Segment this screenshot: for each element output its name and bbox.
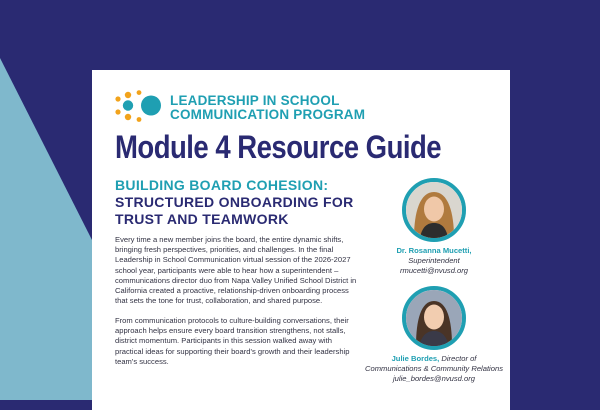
superintendent-email: rmucetti@nvusd.org [399, 266, 469, 275]
session-title-line-3: TRUST AND TEAMWORK [115, 211, 289, 227]
communications-director-email: julie_bordes@nvusd.org [392, 374, 475, 383]
approach-paragraph: From communication protocols to culture-building conversations, their approach helps ensure every board transition strengthens, not stalls, district momentum. Participants in this session walked away with practical ideas for supporting their board's growth and their leadership team's success. [115, 316, 350, 366]
session-title-line-2: STRUCTURED ONBOARDING FOR [115, 194, 354, 210]
dots-logo-icon [115, 90, 163, 122]
program-name [170, 94, 470, 122]
communications-director-caption [364, 354, 504, 384]
program-name-line-1: LEADERSHIP IN SCHOOL [170, 93, 340, 108]
communications-director-role-line-2: Communications & Community Relations [364, 364, 503, 373]
portrait-icon [406, 182, 462, 238]
session-title [115, 177, 355, 228]
program-name-line-2: COMMUNICATION PROGRAM [170, 107, 366, 122]
communications-director-profile [364, 286, 504, 384]
superintendent-caption [364, 246, 504, 276]
communications-director-role-line-1: Director of [441, 354, 477, 363]
module-title: Module 4 Resource Guide [115, 129, 442, 165]
superintendent-profile [364, 178, 504, 276]
superintendent-name: Dr. Rosanna Mucetti, [396, 246, 472, 255]
superintendent-photo [402, 178, 466, 242]
communications-director-name: Julie Bordes, [391, 354, 440, 363]
portrait-icon [406, 290, 462, 346]
communications-director-photo [402, 286, 466, 350]
session-title-line-1: BUILDING BOARD COHESION: [115, 177, 329, 193]
superintendent-role: Superintendent [408, 256, 460, 265]
intro-paragraph: Every time a new member joins the board, the entire dynamic shifts, bringing fresh perspectives, priorities, and challenges. In the final Leadership in School Communication virtual session of the 2026-2027 school year, participants were able to hear how a superintendent – communications director duo from Napa Valley Unified School District in California created a proactive, relationship-driven onboarding process that sets the tone for trust, collaboration, and shared purpose. [115, 235, 357, 306]
resource-guide-page [92, 70, 510, 410]
